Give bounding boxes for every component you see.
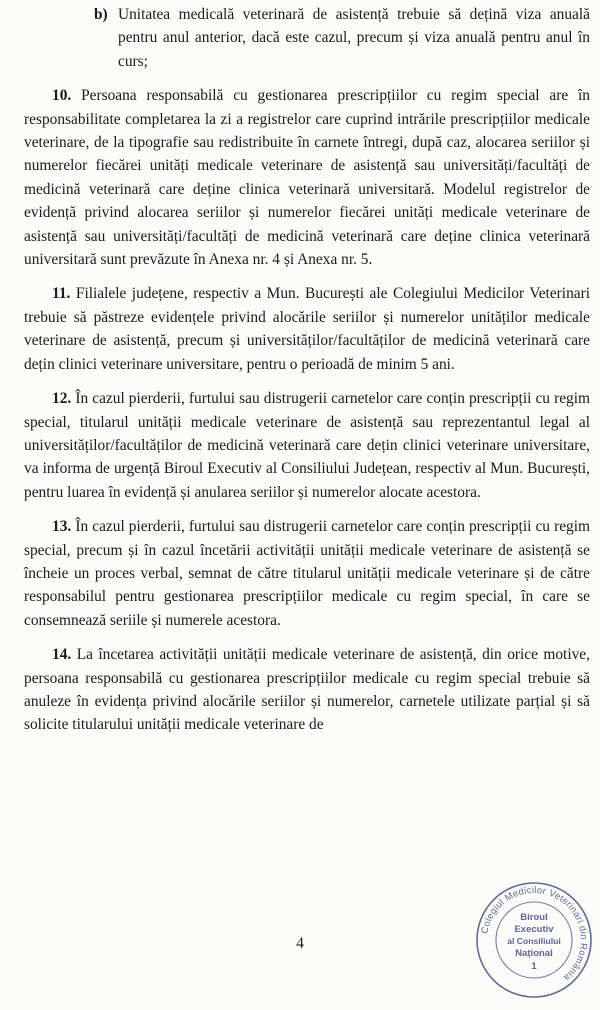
paragraph-10 — [24, 73, 590, 271]
paragraph-number: 13. — [52, 518, 72, 536]
stamp-line-1: Biroul — [520, 912, 548, 923]
paragraph-text: În cazul pierderii, furtului sau distrugerii carnetelor care conțin prescripții cu regim special, precum și în cazul încetării activității unității medicale veterinare de asistență se încheie un proces verbal, semnat de către titularul unității medicale veterinare și de către responsabilul pentru gestionarea prescripțiilor medicale cu regim special, în care se consemnează seriile și numerele acestora. — [24, 518, 590, 629]
page-number: 4 — [296, 935, 304, 952]
paragraph-number: 11. — [52, 285, 71, 303]
paragraph-14 — [24, 632, 590, 737]
paragraph-13 — [24, 504, 590, 632]
paragraph-number: 14. — [52, 646, 72, 664]
official-stamp — [474, 880, 594, 1000]
stamp-line-5: 1 — [531, 961, 537, 972]
paragraph-text: Filialele județene, respectiv a Mun. București ale Colegiului Medicilor Veterinari trebuie să păstreze evidențele privind alocările seriilor și numerelor unităților medicale veterinare de asistență, precum și universităților/facultăților de medicină veterinară care dețin clinici veterinare universitare, pentru o perioadă de minim 5 ani. — [24, 285, 590, 373]
paragraph-11 — [24, 271, 590, 376]
sub-item-b — [94, 3, 590, 73]
sub-item-text: Unitatea medicală veterinară de asistență trebuie să dețină viza anuală pentru anul anterior, dacă este cazul, precum și viza anuală pentru anul în curs; — [118, 6, 590, 70]
document-page — [24, 3, 590, 737]
stamp-center-text — [507, 912, 560, 972]
paragraph-12 — [24, 376, 590, 504]
paragraph-text: La încetarea activității unității medicale veterinare de asistență, din orice motive, persoana responsabilă cu gestionarea prescripțiilor medicale cu regim special trebuie să anuleze în evidența privind alocările seriilor și numerelor, carnetele utilizate parțial și să solicite titularului unității medicale veterinare de — [24, 646, 590, 734]
sub-item-label: b) — [94, 6, 108, 23]
stamp-line-3: al Consiliului — [507, 936, 561, 946]
paragraph-text: Persoana responsabilă cu gestionarea prescripțiilor cu regim special are în responsabilitate completarea la zi a registrelor care cuprind intrările prescripțiilor medicale veterinare, de la tipografie sau redistribuite în carnete întregi, după caz, alocarea seriilor și numerelor fiecărei unități medicale veterinare de asistență sau universități/facultăți de medicină veterinară care deține clinica veterinară universitară. Modelul registrelor de evidență privind alocarea seriilor și numerelor fiecărei unități medicale veterinare de asistență sau universități/facultăți de medicină veterinară care deține clinica veterinară universitară sunt prevăzute în Anexa nr. 4 și Anexa nr. 5. — [24, 87, 590, 269]
stamp-line-2: Executiv — [514, 924, 554, 935]
stamp-line-4: Național — [515, 948, 553, 959]
paragraph-number: 12. — [52, 390, 72, 408]
paragraph-text: În cazul pierderii, furtului sau distrugerii carnetelor care conțin prescripții cu regim special, titularul unității medicale veterinare de asistență sau reprezentantul legal al universităților/facultăților de medicină veterinară care dețin clinici veterinare universitare, va informa de urgență Biroul Executiv al Consiliului Județean, respectiv al Mun. București, pentru luarea în evidență și anularea seriilor și numerelor alocate acestora. — [24, 390, 590, 501]
paragraph-number: 10. — [52, 87, 72, 105]
stamp-ring-text: Colegiul Medicilor Veterinari din România — [478, 883, 591, 984]
